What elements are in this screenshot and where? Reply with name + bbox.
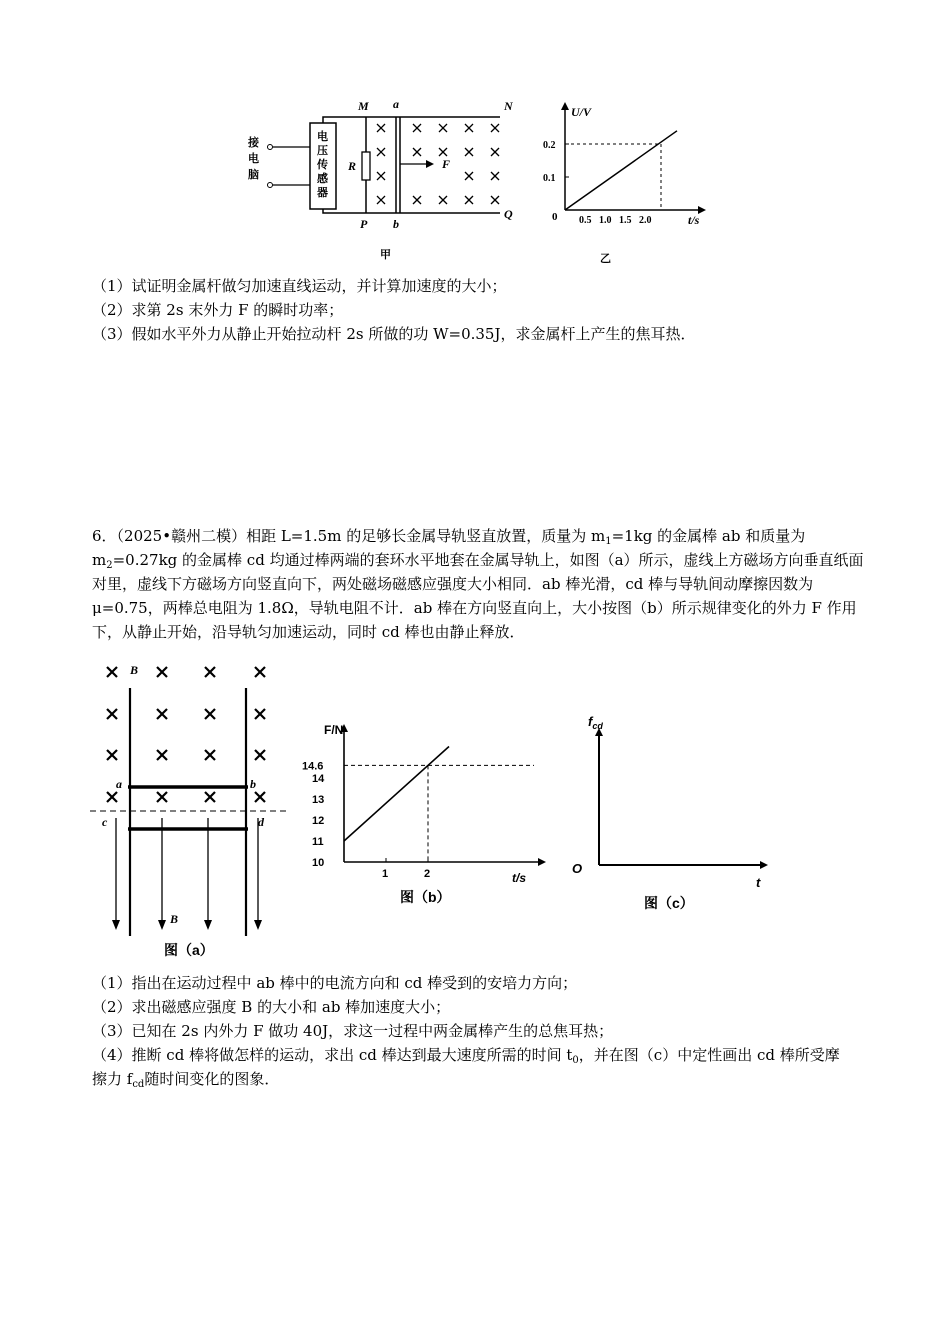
resistor — [362, 152, 370, 180]
u-t-chart — [540, 92, 720, 267]
q6-text-d: =0.27kg 的金属棒 cd 均通过棒两端的套环水平地套在金属导轨上，如图（a）所示，虚线上方磁场方向垂直纸面对里，虚线下方磁场方向竖直向下，两处磁场磁感应强度大小相同．ab 棒光滑，cd 棒与导轨间动摩擦因数为 μ=0.75，两棒总电阻为 1.8Ω，导轨电阻不计．ab 棒在方向竖直向上，大小按图（b）所示规律变化的外力 F 作用下，从静止开始，沿导轨匀加速运动，同时 cd 棒也由静止释放． — [92, 551, 864, 641]
label-Q: Q — [504, 207, 513, 221]
field-cross — [377, 172, 385, 180]
field-arrows-down — [112, 818, 262, 930]
label-a: a — [393, 97, 399, 111]
sensor-char-2: 压 — [317, 144, 328, 157]
y-tick-label: 12 — [312, 815, 325, 827]
terminal-bottom — [268, 183, 273, 188]
field-cross — [491, 172, 499, 180]
figure-a — [88, 658, 293, 963]
bottom-rail — [323, 209, 500, 213]
q6-item-1: （1）指出在运动过程中 ab 棒中的电流方向和 cd 棒受到的安培力方向； — [92, 974, 578, 992]
field-cross — [107, 709, 117, 719]
field-cross — [255, 709, 265, 719]
x-tick-label: 1.5 — [619, 215, 632, 226]
field-arrow — [112, 818, 120, 930]
q6-item-4-d: 随时间变化的图象． — [144, 1070, 280, 1088]
field-cross — [413, 148, 421, 156]
field-cross — [377, 148, 385, 156]
label-M: M — [358, 99, 369, 113]
field-arrow — [254, 818, 262, 930]
label-F: F — [442, 157, 451, 171]
sensor-char-1: 电 — [317, 130, 328, 143]
field-cross — [465, 148, 473, 156]
q6-text-b: =1kg 的金属棒 ab 和质量为 — [611, 527, 806, 545]
q6-statement — [92, 524, 872, 644]
q5-item-3: （3）假如水平外力从静止开始拉动杆 2s 所做的功 W=0.35J，求金属杆上产生的焦耳热． — [92, 325, 696, 343]
label-d: d — [258, 815, 264, 829]
label-a: a — [116, 777, 122, 791]
x-axis-label: t — [756, 875, 761, 890]
field-cross — [107, 667, 117, 677]
caption-c: 图（c） — [644, 895, 694, 911]
q6-text-c: m — [92, 551, 107, 569]
label-B-top: B — [130, 663, 139, 677]
field-cross — [465, 172, 473, 180]
field-cross — [157, 709, 167, 719]
field-cross — [107, 792, 117, 802]
field-cross — [413, 196, 421, 204]
q6-item-4-cont — [92, 1067, 279, 1091]
y-tick-label: 0.2 — [543, 140, 556, 151]
x-tick-label: 2.0 — [639, 215, 652, 226]
label-b: b — [250, 777, 256, 791]
x-tick-label: 0.5 — [579, 215, 592, 226]
field-cross — [255, 667, 265, 677]
label-N: N — [504, 99, 513, 113]
field-cross — [491, 124, 499, 132]
q6-item-4-sub2: cd — [132, 1079, 145, 1090]
field-cross — [491, 148, 499, 156]
q6-text-a: 相距 L=1.5m 的足够长金属导轨竖直放置，质量为 m — [246, 527, 606, 545]
q6-item-2: （2）求出磁感应强度 B 的大小和 ab 棒加速度大小； — [92, 998, 451, 1016]
field-cross — [377, 124, 385, 132]
x-axis-label: t/s — [512, 871, 527, 885]
field-cross — [413, 124, 421, 132]
label-R: R — [348, 159, 357, 173]
q6-item-4-a: （4）推断 cd 棒将做怎样的运动，求出 cd 棒达到最大速度所需的时间 t — [92, 1046, 573, 1064]
top-rail — [323, 117, 500, 123]
label-B-bottom: B — [170, 912, 179, 926]
y-tick-label: 0.1 — [543, 173, 556, 184]
field-cross — [439, 196, 447, 204]
q6-item-4-c: 擦力 f — [92, 1070, 133, 1088]
y-tick-label: 11 — [312, 836, 324, 848]
y-axis-label: F/N — [324, 723, 344, 737]
field-cross — [205, 709, 215, 719]
q6-number: 6． — [92, 527, 117, 545]
sensor-char-5: 器 — [317, 186, 328, 199]
label-c: c — [102, 815, 108, 829]
connector-label-2: 电 — [248, 152, 259, 165]
q5-item-2: （2）求第 2s 末外力 F 的瞬时功率； — [92, 301, 344, 319]
y-tick-label: 14.6 — [302, 760, 324, 773]
label-P: P — [360, 217, 368, 231]
field-cross — [377, 196, 385, 204]
field-cross — [465, 196, 473, 204]
field-cross — [205, 750, 215, 760]
q6-item-4 — [92, 1043, 840, 1067]
y-tick-label: 10 — [312, 857, 325, 869]
field-cross — [205, 667, 215, 677]
terminal-top — [268, 145, 273, 150]
field-arrow — [204, 818, 212, 930]
y-tick-label: 14 — [312, 773, 325, 785]
field-cross — [205, 792, 215, 802]
y-axis-label: U/V — [571, 105, 592, 119]
q6-item-4-b: ，并在图（c）中定性画出 cd 棒所受摩 — [578, 1046, 840, 1064]
field-cross — [255, 750, 265, 760]
q6-source: （2025•赣州二模） — [116, 527, 247, 545]
x-tick-label: 1.0 — [599, 215, 612, 226]
field-cross — [107, 750, 117, 760]
q6-sub-2: 2 — [106, 560, 113, 571]
field-arrow — [158, 818, 166, 930]
y-tick-label: 13 — [312, 794, 325, 806]
x-tick-label: 1 — [382, 868, 389, 880]
q6-item-4-sub: 0 — [572, 1055, 579, 1066]
caption-b: 图（b） — [400, 889, 451, 905]
caption-a: 图（a） — [164, 942, 214, 958]
field-cross — [157, 792, 167, 802]
field-cross — [157, 750, 167, 760]
q5-item-1: （1）试证明金属杆做匀加速直线运动，并计算加速度的大小； — [92, 277, 507, 295]
field-cross — [157, 667, 167, 677]
connector-label-3: 脑 — [248, 168, 259, 181]
label-b: b — [393, 217, 399, 231]
connector-label-1: 接 — [248, 136, 259, 149]
x-axis-label: t/s — [688, 213, 700, 227]
sensor-char-3: 传 — [317, 158, 328, 171]
q6-item-3: （3）已知在 2s 内外力 F 做功 40J，求这一过程中两金属棒产生的总焦耳热； — [92, 1022, 614, 1040]
y-axis-label-sub: cd — [592, 721, 603, 731]
sensor-char-4: 感 — [317, 172, 328, 185]
figure-c-f-t-chart — [568, 708, 778, 918]
field-cross — [465, 124, 473, 132]
figure-b-f-t-chart — [298, 712, 558, 912]
field-cross — [439, 124, 447, 132]
y-axis-label-f: f — [588, 714, 593, 729]
data-line — [344, 747, 449, 842]
field-cross — [255, 792, 265, 802]
q6-sub-1: 1 — [605, 536, 612, 547]
field-cross — [491, 196, 499, 204]
origin-label: O — [572, 861, 583, 876]
circuit-figure — [240, 90, 530, 270]
x-tick-label: 2 — [424, 868, 431, 880]
y-axis-label — [588, 714, 603, 731]
data-line — [565, 131, 677, 210]
caption-yi: 乙 — [600, 252, 611, 265]
caption-jia: 甲 — [380, 248, 391, 261]
field-cross — [439, 148, 447, 156]
origin-label: 0 — [552, 211, 558, 223]
